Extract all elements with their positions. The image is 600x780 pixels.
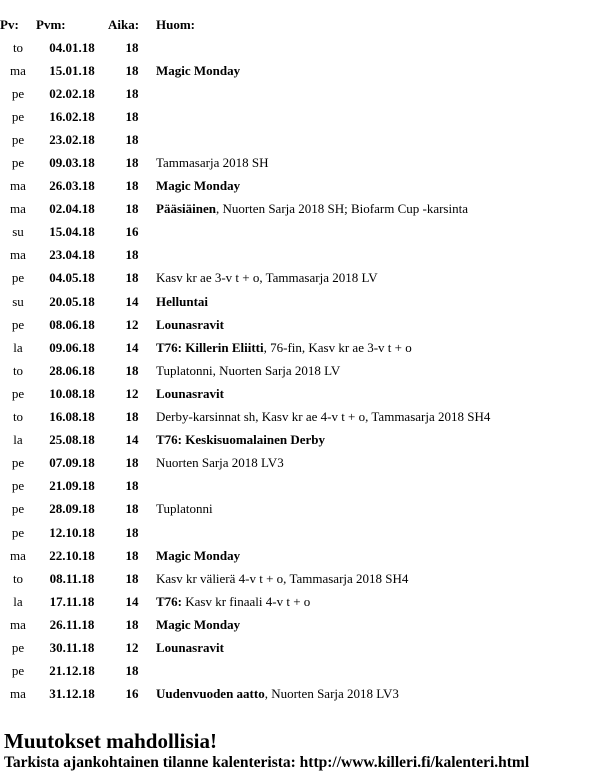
row-notes bbox=[156, 567, 600, 590]
row-notes bbox=[156, 175, 600, 198]
row-time: 18 bbox=[125, 524, 139, 540]
row-notes-highlight: Pääsiäinen bbox=[156, 201, 216, 217]
footer bbox=[4, 729, 529, 773]
row-notes bbox=[156, 128, 600, 151]
table-row bbox=[0, 544, 600, 567]
table-row bbox=[0, 244, 600, 267]
table-row bbox=[0, 567, 600, 590]
row-time: 18 bbox=[125, 131, 139, 147]
table-row bbox=[0, 151, 600, 174]
table-row bbox=[0, 336, 600, 359]
row-weekday: pe bbox=[11, 455, 25, 471]
row-weekday: la bbox=[13, 339, 23, 355]
row-notes bbox=[156, 105, 600, 128]
row-date: 20.05.18 bbox=[49, 293, 95, 309]
row-date: 21.12.18 bbox=[49, 663, 95, 679]
row-time: 18 bbox=[125, 362, 139, 378]
row-notes-text: Kasv kr ae 3-v t + o, Tammasarja 2018 LV bbox=[156, 270, 378, 286]
row-notes bbox=[156, 544, 600, 567]
row-notes bbox=[156, 313, 600, 336]
row-notes-highlight: Magic Monday bbox=[156, 616, 241, 632]
row-notes-highlight: T76: Killerin Eliitti bbox=[156, 339, 264, 355]
row-date: 08.11.18 bbox=[49, 570, 95, 586]
row-notes bbox=[156, 636, 600, 659]
header-notes: Huom: bbox=[156, 17, 195, 32]
table-row bbox=[0, 313, 600, 336]
row-date: 15.01.18 bbox=[49, 62, 95, 78]
row-weekday: to bbox=[12, 362, 24, 378]
row-time: 18 bbox=[125, 85, 139, 101]
row-notes bbox=[156, 613, 600, 636]
row-notes-highlight: T76: Keskisuomalainen Derby bbox=[156, 432, 326, 448]
row-time: 18 bbox=[125, 570, 139, 586]
row-notes-highlight: Lounasravit bbox=[156, 316, 224, 332]
row-date: 25.08.18 bbox=[49, 432, 95, 448]
table-row bbox=[0, 59, 600, 82]
row-notes-highlight: Lounasravit bbox=[156, 385, 224, 401]
row-weekday: pe bbox=[11, 85, 25, 101]
row-weekday: ma bbox=[10, 686, 26, 702]
row-notes-highlight: Magic Monday bbox=[156, 547, 241, 563]
row-weekday: pe bbox=[11, 501, 25, 517]
race-schedule-table bbox=[0, 14, 600, 706]
row-weekday: pe bbox=[11, 478, 25, 494]
table-row bbox=[0, 82, 600, 105]
row-date: 28.09.18 bbox=[49, 501, 95, 517]
row-time: 18 bbox=[125, 62, 139, 78]
table-row bbox=[0, 683, 600, 706]
row-time: 18 bbox=[125, 247, 139, 263]
row-time: 18 bbox=[125, 409, 139, 425]
row-notes-text: Kasv kr välierä 4-v t + o, Tammasarja 2018 SH4 bbox=[156, 570, 409, 586]
row-date: 09.06.18 bbox=[49, 339, 95, 355]
row-time: 18 bbox=[125, 501, 139, 517]
row-notes-text: , Nuorten Sarja 2018 LV3 bbox=[264, 686, 399, 702]
table-row bbox=[0, 198, 600, 221]
row-date: 22.10.18 bbox=[49, 547, 95, 563]
row-time: 18 bbox=[125, 478, 139, 494]
row-weekday: to bbox=[12, 409, 24, 425]
table-row bbox=[0, 105, 600, 128]
table-row bbox=[0, 359, 600, 382]
row-weekday: la bbox=[13, 432, 23, 448]
row-notes bbox=[156, 267, 600, 290]
row-date: 08.06.18 bbox=[49, 316, 95, 332]
row-time: 12 bbox=[125, 639, 139, 655]
row-date: 26.03.18 bbox=[49, 178, 95, 194]
row-time: 18 bbox=[125, 455, 139, 471]
row-notes bbox=[156, 59, 600, 82]
row-time: 12 bbox=[125, 316, 139, 332]
row-weekday: ma bbox=[10, 62, 26, 78]
row-notes bbox=[156, 475, 600, 498]
row-date: 30.11.18 bbox=[49, 639, 95, 655]
row-notes-highlight: T76: bbox=[156, 593, 182, 609]
row-time: 16 bbox=[125, 224, 139, 240]
row-time: 14 bbox=[125, 339, 139, 355]
row-notes bbox=[156, 36, 600, 59]
row-date: 02.02.18 bbox=[49, 85, 95, 101]
table-body bbox=[0, 36, 600, 706]
row-weekday: su bbox=[12, 293, 24, 309]
table-row bbox=[0, 590, 600, 613]
row-notes bbox=[156, 336, 600, 359]
table-row bbox=[0, 475, 600, 498]
row-notes bbox=[156, 521, 600, 544]
row-date: 04.01.18 bbox=[49, 39, 95, 55]
row-date: 16.02.18 bbox=[49, 108, 95, 124]
row-date: 23.02.18 bbox=[49, 131, 95, 147]
row-notes bbox=[156, 660, 600, 683]
row-date: 07.09.18 bbox=[49, 455, 95, 471]
row-date: 26.11.18 bbox=[49, 616, 95, 632]
row-date: 17.11.18 bbox=[49, 593, 95, 609]
row-notes-text: Kasv kr finaali 4-v t + o bbox=[182, 593, 311, 609]
row-date: 16.08.18 bbox=[49, 409, 95, 425]
table-row bbox=[0, 175, 600, 198]
row-notes-highlight: Lounasravit bbox=[156, 639, 224, 655]
row-weekday: pe bbox=[11, 663, 25, 679]
row-time: 14 bbox=[125, 293, 139, 309]
row-time: 18 bbox=[125, 547, 139, 563]
row-date: 15.04.18 bbox=[49, 224, 95, 240]
table-row bbox=[0, 660, 600, 683]
table-row bbox=[0, 267, 600, 290]
table-row bbox=[0, 406, 600, 429]
table-row bbox=[0, 382, 600, 405]
row-notes-highlight: Magic Monday bbox=[156, 62, 241, 78]
row-notes-text: Tuplatonni bbox=[156, 501, 213, 517]
row-notes bbox=[156, 429, 600, 452]
row-time: 18 bbox=[125, 108, 139, 124]
row-weekday: to bbox=[12, 570, 24, 586]
row-date: 02.04.18 bbox=[49, 201, 95, 217]
row-notes bbox=[156, 498, 600, 521]
row-weekday: su bbox=[12, 224, 24, 240]
table-row bbox=[0, 613, 600, 636]
header-weekday: Pv: bbox=[0, 17, 19, 32]
row-time: 16 bbox=[125, 686, 139, 702]
header-date: Pvm: bbox=[36, 17, 66, 32]
row-time: 14 bbox=[125, 432, 139, 448]
row-weekday: ma bbox=[10, 178, 26, 194]
table-row bbox=[0, 221, 600, 244]
row-weekday: pe bbox=[11, 131, 25, 147]
row-date: 09.03.18 bbox=[49, 155, 95, 171]
table-row bbox=[0, 128, 600, 151]
table-row bbox=[0, 429, 600, 452]
row-time: 18 bbox=[125, 178, 139, 194]
row-notes-highlight: Uudenvuoden aatto bbox=[156, 686, 265, 702]
row-notes bbox=[156, 359, 600, 382]
row-time: 18 bbox=[125, 201, 139, 217]
table-header-row bbox=[0, 14, 600, 36]
row-date: 10.08.18 bbox=[49, 385, 95, 401]
row-notes-highlight: Magic Monday bbox=[156, 178, 241, 194]
row-time: 18 bbox=[125, 39, 139, 55]
row-weekday: pe bbox=[11, 639, 25, 655]
row-notes-text: , 76-fin, Kasv kr ae 3-v t + o bbox=[263, 339, 412, 355]
table-row bbox=[0, 452, 600, 475]
row-weekday: ma bbox=[10, 616, 26, 632]
row-date: 31.12.18 bbox=[49, 686, 95, 702]
row-notes-text: Nuorten Sarja 2018 LV3 bbox=[156, 455, 284, 471]
row-weekday: pe bbox=[11, 108, 25, 124]
changes-notice: Muutokset mahdollisia! bbox=[4, 729, 217, 753]
row-weekday: pe bbox=[11, 155, 25, 171]
row-weekday: pe bbox=[11, 385, 25, 401]
row-weekday: ma bbox=[10, 247, 26, 263]
row-notes bbox=[156, 198, 600, 221]
row-date: 04.05.18 bbox=[49, 270, 95, 286]
row-time: 18 bbox=[125, 663, 139, 679]
row-weekday: pe bbox=[11, 270, 25, 286]
row-notes bbox=[156, 290, 600, 313]
row-weekday: ma bbox=[10, 547, 26, 563]
table-row bbox=[0, 498, 600, 521]
table-row bbox=[0, 290, 600, 313]
row-date: 12.10.18 bbox=[49, 524, 95, 540]
row-time: 18 bbox=[125, 155, 139, 171]
row-time: 18 bbox=[125, 616, 139, 632]
row-weekday: ma bbox=[10, 201, 26, 217]
table-row bbox=[0, 636, 600, 659]
row-time: 18 bbox=[125, 270, 139, 286]
row-weekday: to bbox=[12, 39, 24, 55]
row-time: 12 bbox=[125, 385, 139, 401]
row-notes-text: Tuplatonni, Nuorten Sarja 2018 LV bbox=[156, 362, 341, 378]
row-notes bbox=[156, 683, 600, 706]
row-notes-highlight: Helluntai bbox=[156, 293, 209, 309]
row-notes bbox=[156, 452, 600, 475]
row-notes-text: , Nuorten Sarja 2018 SH; Biofarm Cup -karsinta bbox=[215, 201, 468, 217]
table-row bbox=[0, 36, 600, 59]
row-notes bbox=[156, 221, 600, 244]
table-row bbox=[0, 521, 600, 544]
row-notes-text: Derby-karsinnat sh, Kasv kr ae 4-v t + o, Tammasarja 2018 SH4 bbox=[156, 409, 491, 425]
row-time: 14 bbox=[125, 593, 139, 609]
row-notes bbox=[156, 406, 600, 429]
row-date: 23.04.18 bbox=[49, 247, 95, 263]
row-weekday: la bbox=[13, 593, 23, 609]
row-notes bbox=[156, 590, 600, 613]
row-notes bbox=[156, 382, 600, 405]
row-weekday: pe bbox=[11, 524, 25, 540]
header-time: Aika: bbox=[108, 17, 140, 32]
row-date: 28.06.18 bbox=[49, 362, 95, 378]
row-notes-text: Tammasarja 2018 SH bbox=[156, 155, 269, 171]
row-weekday: pe bbox=[11, 316, 25, 332]
row-notes bbox=[156, 244, 600, 267]
row-notes bbox=[156, 82, 600, 105]
row-notes bbox=[156, 151, 600, 174]
calendar-notice: Tarkista ajankohtainen tilanne kalenterista: http://www.killeri.fi/kalenteri.html bbox=[4, 754, 530, 771]
row-date: 21.09.18 bbox=[49, 478, 95, 494]
